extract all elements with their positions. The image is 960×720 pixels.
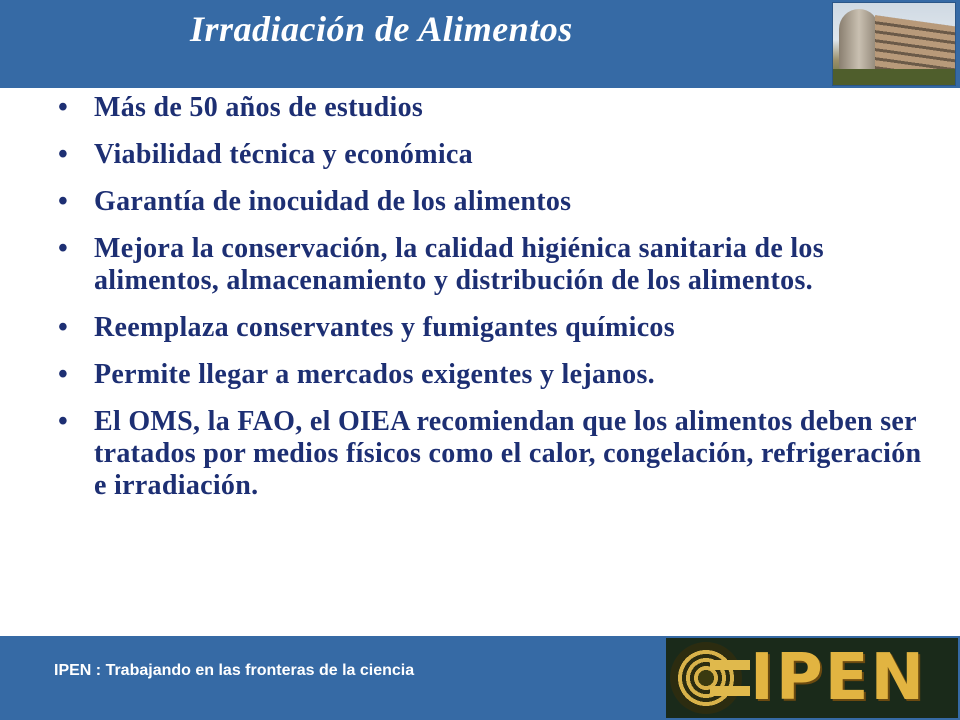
header-banner [0, 0, 960, 88]
bullet-item [52, 139, 932, 171]
bullet-item [52, 233, 932, 297]
footer-banner [0, 636, 960, 720]
bullet-dot-icon: • [58, 92, 69, 123]
reactor-dome [839, 9, 879, 69]
bullet-item [52, 406, 932, 502]
bullet-text: Garantía de inocuidad de los alimentos [94, 186, 572, 217]
emblem-bar [710, 660, 750, 670]
bullet-dot-icon: • [58, 186, 69, 217]
building-photo-icon [832, 2, 956, 86]
emblem-bar [710, 686, 750, 696]
bullet-item [52, 359, 932, 391]
bullet-item [52, 312, 932, 344]
bullet-dot-icon: • [58, 359, 69, 390]
logo-wordmark: IPEN [750, 641, 926, 715]
bullet-text: Más de 50 años de estudios [94, 92, 424, 123]
atom-emblem-icon [670, 642, 742, 714]
bullet-text: Reemplaza conservantes y fumigantes químicos [94, 312, 675, 343]
bullet-text: Viabilidad técnica y económica [94, 139, 473, 170]
bullet-item [52, 92, 932, 124]
bullet-text: Mejora la conservación, la calidad higiénica sanitaria de los alimentos, almacenamiento y distribución de los alimentos. [94, 233, 824, 296]
bullet-item [52, 186, 932, 218]
bullet-list [52, 92, 932, 517]
bullet-text: Permite llegar a mercados exigentes y lejanos. [94, 359, 655, 390]
ipen-logo-icon [666, 638, 958, 718]
slide-title: Irradiación de Alimentos [190, 9, 573, 49]
footer-tagline: IPEN : Trabajando en las fronteras de la ciencia [54, 662, 415, 679]
bullet-dot-icon: • [58, 233, 69, 264]
ground [833, 69, 956, 85]
bullet-text: El OMS, la FAO, el OIEA recomiendan que los alimentos deben ser tratados por medios físicos como el calor, congelación, refrigeración e irradiación. [94, 406, 922, 501]
bullet-dot-icon: • [58, 312, 69, 343]
bullet-dot-icon: • [58, 139, 69, 170]
bullet-dot-icon: • [58, 406, 69, 437]
